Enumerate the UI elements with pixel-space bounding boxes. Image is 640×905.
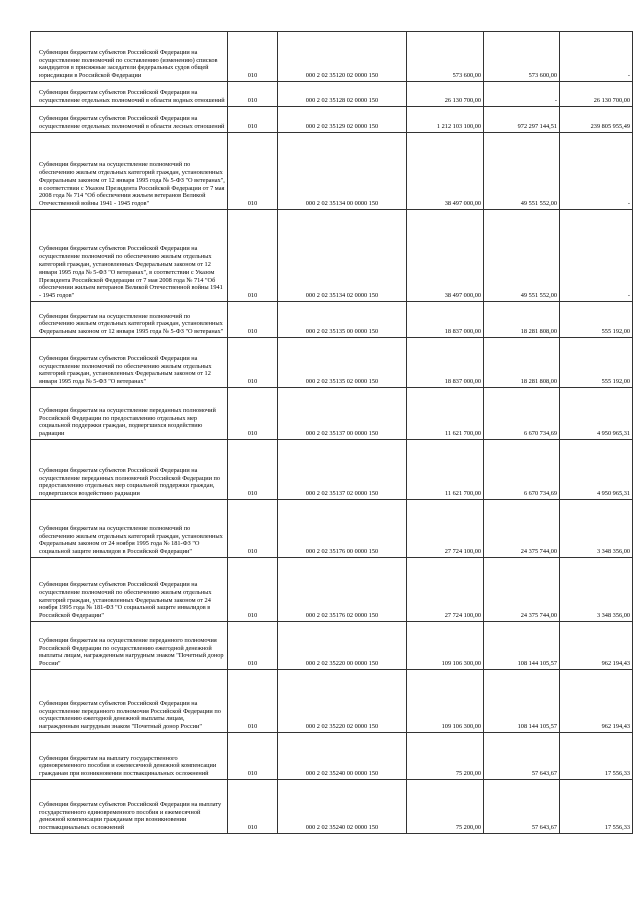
row-remainder-text: - (627, 200, 630, 208)
row-code-text: 010 (247, 292, 258, 300)
row-plan-text: 18 837 000,00 (444, 328, 481, 336)
row-kbk-cell (278, 210, 407, 302)
row-plan-cell (407, 622, 484, 670)
table-row (31, 558, 633, 622)
row-executed-text: 573 600,00 (528, 72, 557, 80)
row-remainder-cell (560, 82, 633, 107)
row-remainder-text: 26 130 700,00 (593, 97, 630, 105)
row-plan-text: 18 837 000,00 (444, 378, 481, 386)
row-executed-text: 24 375 744,00 (520, 548, 557, 556)
row-name-cell (31, 32, 228, 82)
row-kbk-cell (278, 558, 407, 622)
row-name-cell (31, 388, 228, 440)
row-executed-cell (484, 82, 560, 107)
row-name-text: Субвенции бюджетам субъектов Российской Федерации на осуществление отдельных полномочий в области водных отношений (39, 89, 225, 105)
row-name-text: Субвенции бюджетам субъектов Российской Федерации на выплату государственного единовременного пособия и ежемесячной денежной компенсации гражданам при возникновении поствакцинальных осложнений (39, 800, 222, 832)
row-kbk-cell (278, 133, 407, 210)
row-plan-cell (407, 733, 484, 780)
row-remainder-text: 3 348 356,00 (596, 612, 630, 620)
row-remainder-text: - (627, 72, 630, 80)
row-name-text: Субвенции бюджетам субъектов Российской Федерации на осуществление полномочий по обеспечению жильем отдельных категорий граждан, установленных Федеральным законом от 24 ноября 1995 года № 181-ФЗ "О социальной защите инвалидов в Российской Федерации" (39, 581, 212, 620)
row-plan-cell (407, 210, 484, 302)
row-executed-text: 108 144 105,57 (517, 723, 557, 731)
row-code-text: 010 (247, 328, 258, 336)
row-plan-cell (407, 107, 484, 133)
row-plan-text: 27 724 100,00 (444, 612, 481, 620)
row-code-cell (228, 500, 278, 558)
table-row (31, 82, 633, 107)
row-plan-text: 38 497 000,00 (444, 200, 481, 208)
row-code-cell (228, 780, 278, 834)
row-executed-text: 57 643,67 (531, 824, 557, 832)
row-remainder-text: 962 194,43 (601, 660, 630, 668)
row-code-cell (228, 670, 278, 733)
row-remainder-text: 4 950 965,31 (596, 430, 630, 438)
row-code-text: 010 (247, 723, 258, 731)
table-row (31, 302, 633, 338)
row-code-text: 010 (247, 548, 258, 556)
row-executed-cell (484, 780, 560, 834)
row-remainder-cell (560, 670, 633, 733)
row-plan-text: 573 600,00 (452, 72, 481, 80)
row-name-cell (31, 622, 228, 670)
row-name-cell (31, 133, 228, 210)
row-remainder-cell (560, 500, 633, 558)
row-kbk-text: 000 2 02 35137 00 0000 150 (305, 430, 379, 438)
row-plan-text: 11 621 700,00 (445, 430, 481, 438)
table-row (31, 670, 633, 733)
row-remainder-cell (560, 210, 633, 302)
row-code-text: 010 (247, 97, 258, 105)
row-remainder-text: 555 192,00 (601, 378, 630, 386)
row-remainder-text: 17 556,33 (604, 770, 630, 778)
row-executed-text: 18 281 808,00 (520, 378, 557, 386)
row-plan-text: 26 130 700,00 (444, 97, 481, 105)
row-plan-cell (407, 133, 484, 210)
row-executed-cell (484, 388, 560, 440)
row-code-cell (228, 210, 278, 302)
row-kbk-text: 000 2 02 35137 02 0000 150 (305, 490, 379, 498)
row-code-text: 010 (247, 660, 258, 668)
table-row (31, 210, 633, 302)
row-executed-cell (484, 210, 560, 302)
row-executed-text: 24 375 744,00 (520, 612, 557, 620)
row-code-text: 010 (247, 72, 258, 80)
row-executed-text: 108 144 105,57 (517, 660, 557, 668)
row-name-cell (31, 558, 228, 622)
row-name-text: Субвенции бюджетам субъектов Российской Федерации на осуществление полномочий по обеспечению жильем отдельных категорий граждан, установленных Федеральным законом от 12 января 1995 года № 5-ФЗ "О ветеранах", в соответствии с Указом Президента Российской Федерации от 7 мая 2008 года № 714 "Об обеспечении жильем ветеранов Великой Отечественной войны 1941 - 1945 годов" (39, 245, 223, 300)
row-executed-cell (484, 622, 560, 670)
row-plan-cell (407, 338, 484, 388)
row-name-text: Субвенции бюджетам на осуществление полномочий по обеспечению жильем отдельных категорий граждан, установленных Федеральным законом от 24 ноября 1995 года № 181-ФЗ "О социальной защите инвалидов в Российской Федерации" (39, 524, 223, 556)
row-code-text: 010 (247, 490, 258, 498)
row-kbk-cell (278, 670, 407, 733)
row-name-text: Субвенции бюджетам на выплату государственного единовременного пособия и ежемесячной денежной компенсации гражданам при возникновении поствакцинальных осложнений (39, 754, 217, 778)
row-code-text: 010 (247, 430, 258, 438)
row-executed-cell (484, 670, 560, 733)
row-name-cell (31, 500, 228, 558)
row-kbk-text: 000 2 02 35135 00 0000 150 (305, 328, 379, 336)
row-plan-cell (407, 780, 484, 834)
row-code-cell (228, 388, 278, 440)
table-row (31, 388, 633, 440)
row-name-text: Субвенции бюджетам на осуществление полномочий по обеспечению жильем отдельных категорий граждан, установленных Федеральным законом от 12 января 1995 года № 5-ФЗ "О ветеранах" (39, 312, 224, 336)
row-executed-cell (484, 500, 560, 558)
row-code-cell (228, 302, 278, 338)
row-name-text: Субвенции бюджетам субъектов Российской Федерации на осуществление отдельных полномочий в области лесных отношений (39, 115, 225, 131)
row-plan-text: 11 621 700,00 (445, 490, 481, 498)
row-kbk-cell (278, 500, 407, 558)
row-plan-cell (407, 670, 484, 733)
row-code-cell (228, 622, 278, 670)
row-name-cell (31, 302, 228, 338)
row-kbk-cell (278, 302, 407, 338)
row-executed-text: 18 281 808,00 (520, 328, 557, 336)
row-kbk-cell (278, 780, 407, 834)
row-name-text: Субвенции бюджетам на осуществление переданного полномочия Российской Федерации по осуществлению ежегодной денежной выплаты лицам, награжденным нагрудным знаком "Почетный донор России" (39, 636, 224, 668)
row-executed-cell (484, 338, 560, 388)
row-code-text: 010 (247, 824, 258, 832)
row-remainder-text: 4 950 965,31 (596, 490, 630, 498)
row-plan-cell (407, 388, 484, 440)
row-executed-text: 57 643,67 (531, 770, 557, 778)
row-executed-cell (484, 133, 560, 210)
table-row (31, 338, 633, 388)
row-code-cell (228, 133, 278, 210)
row-plan-text: 75 200,00 (455, 770, 481, 778)
row-kbk-cell (278, 622, 407, 670)
row-executed-text: 6 670 734,69 (523, 430, 557, 438)
row-remainder-cell (560, 133, 633, 210)
row-code-text: 010 (247, 200, 258, 208)
row-remainder-cell (560, 388, 633, 440)
row-executed-text: 972 297 144,51 (517, 123, 557, 131)
row-kbk-text: 000 2 02 35240 00 0000 150 (305, 770, 379, 778)
table-row (31, 500, 633, 558)
table-row (31, 780, 633, 834)
row-code-text: 010 (247, 123, 258, 131)
row-remainder-cell (560, 780, 633, 834)
row-remainder-text: - (627, 292, 630, 300)
row-code-cell (228, 558, 278, 622)
table-row (31, 107, 633, 133)
row-code-cell (228, 32, 278, 82)
row-kbk-text: 000 2 02 35134 00 0000 150 (305, 200, 379, 208)
table-row (31, 440, 633, 500)
row-plan-text: 75 200,00 (455, 824, 481, 832)
row-kbk-cell (278, 82, 407, 107)
row-kbk-text: 000 2 02 35120 02 0000 150 (305, 72, 379, 80)
row-remainder-cell (560, 558, 633, 622)
row-kbk-text: 000 2 02 35176 00 0000 150 (305, 548, 379, 556)
row-kbk-text: 000 2 02 35220 02 0000 150 (305, 723, 379, 731)
row-code-text: 010 (247, 378, 258, 386)
table-row (31, 133, 633, 210)
row-executed-cell (484, 107, 560, 133)
row-executed-text: 6 670 734,69 (523, 490, 557, 498)
row-remainder-cell (560, 107, 633, 133)
row-kbk-text: 000 2 02 35220 00 0000 150 (305, 660, 379, 668)
row-plan-text: 109 106 300,00 (441, 660, 481, 668)
row-kbk-cell (278, 440, 407, 500)
row-plan-text: 38 497 000,00 (444, 292, 481, 300)
row-plan-cell (407, 302, 484, 338)
row-remainder-text: 555 192,00 (601, 328, 630, 336)
row-executed-cell (484, 440, 560, 500)
row-kbk-cell (278, 388, 407, 440)
row-name-text: Субвенции бюджетам субъектов Российской Федерации на осуществление полномочий по обеспечению жильем отдельных категорий граждан, установленных Федеральным законом от 12 января 1995 года № 5-ФЗ "О ветеранах" (39, 354, 212, 386)
row-remainder-text: 3 348 356,00 (596, 548, 630, 556)
row-remainder-text: 17 556,33 (604, 824, 630, 832)
row-executed-text: 49 551 552,00 (520, 200, 557, 208)
row-code-cell (228, 733, 278, 780)
report-table-body (31, 32, 633, 834)
row-plan-cell (407, 558, 484, 622)
row-executed-cell (484, 32, 560, 82)
row-name-text: Субвенции бюджетам субъектов Российской Федерации на осуществление полномочий по составлению (изменению) списков кандидатов в присяжные заседатели федеральных судов общей юрисдикции в Российской Федерации (39, 48, 218, 80)
row-executed-cell (484, 302, 560, 338)
row-kbk-text: 000 2 02 35128 02 0000 150 (305, 97, 379, 105)
row-code-cell (228, 82, 278, 107)
row-executed-cell (484, 733, 560, 780)
row-executed-cell (484, 558, 560, 622)
row-name-cell (31, 780, 228, 834)
row-plan-text: 27 724 100,00 (444, 548, 481, 556)
row-name-cell (31, 440, 228, 500)
row-code-cell (228, 440, 278, 500)
row-kbk-cell (278, 107, 407, 133)
row-plan-text: 1 212 103 100,00 (436, 123, 481, 131)
row-remainder-cell (560, 733, 633, 780)
row-kbk-text: 000 2 02 35176 02 0000 150 (305, 612, 379, 620)
row-executed-text: 49 551 552,00 (520, 292, 557, 300)
row-code-cell (228, 107, 278, 133)
row-plan-cell (407, 500, 484, 558)
table-row (31, 622, 633, 670)
row-remainder-text: 962 194,43 (601, 723, 630, 731)
row-executed-text: - (554, 97, 557, 105)
row-remainder-cell (560, 302, 633, 338)
table-row (31, 32, 633, 82)
row-plan-cell (407, 440, 484, 500)
row-code-text: 010 (247, 612, 258, 620)
row-name-cell (31, 733, 228, 780)
row-kbk-cell (278, 338, 407, 388)
budget-report-table (30, 31, 633, 834)
row-plan-cell (407, 32, 484, 82)
row-kbk-cell (278, 733, 407, 780)
row-name-cell (31, 107, 228, 133)
row-kbk-text: 000 2 02 35134 02 0000 150 (305, 292, 379, 300)
row-code-text: 010 (247, 770, 258, 778)
table-row (31, 733, 633, 780)
row-remainder-text: 239 805 955,49 (590, 123, 630, 131)
row-kbk-text: 000 2 02 35129 02 0000 150 (305, 123, 379, 131)
row-name-text: Субвенции бюджетам субъектов Российской Федерации на осуществление переданных полномочий Российской Федерации по предоставлению отдельных мер социальной поддержки граждан, подвергшихся воздействию радиации (39, 466, 221, 498)
row-kbk-text: 000 2 02 35240 02 0000 150 (305, 824, 379, 832)
row-code-cell (228, 338, 278, 388)
row-remainder-cell (560, 32, 633, 82)
row-kbk-cell (278, 32, 407, 82)
row-plan-cell (407, 82, 484, 107)
row-name-cell (31, 338, 228, 388)
row-name-text: Субвенции бюджетам на осуществление полномочий по обеспечению жильем отдельных категорий граждан, установленных Федеральным законом от 12 января 1995 года № 5-ФЗ "О ветеранах", в соответствии с Указом Президента Российской Федерации от 7 мая 2008 года № 714 "Об обеспечении жильем ветеранов Великой Отечественной войны 1941 - 1945 годов" (39, 161, 225, 208)
row-plan-text: 109 106 300,00 (441, 723, 481, 731)
row-name-text: Субвенции бюджетам субъектов Российской Федерации на осуществление переданного полномочия Российской Федерации по осуществлению ежегодной денежной выплаты лицам, награжденным нагрудным знаком "Почетный донор России" (39, 699, 221, 731)
row-remainder-cell (560, 440, 633, 500)
row-remainder-cell (560, 622, 633, 670)
row-remainder-cell (560, 338, 633, 388)
row-name-cell (31, 210, 228, 302)
row-name-text: Субвенции бюджетам на осуществление переданных полномочий Российской Федерации по предоставлению отдельных мер социальной поддержки граждан, подвергшихся воздействию радиации (39, 406, 216, 438)
row-name-cell (31, 670, 228, 733)
row-kbk-text: 000 2 02 35135 02 0000 150 (305, 378, 379, 386)
row-name-cell (31, 82, 228, 107)
